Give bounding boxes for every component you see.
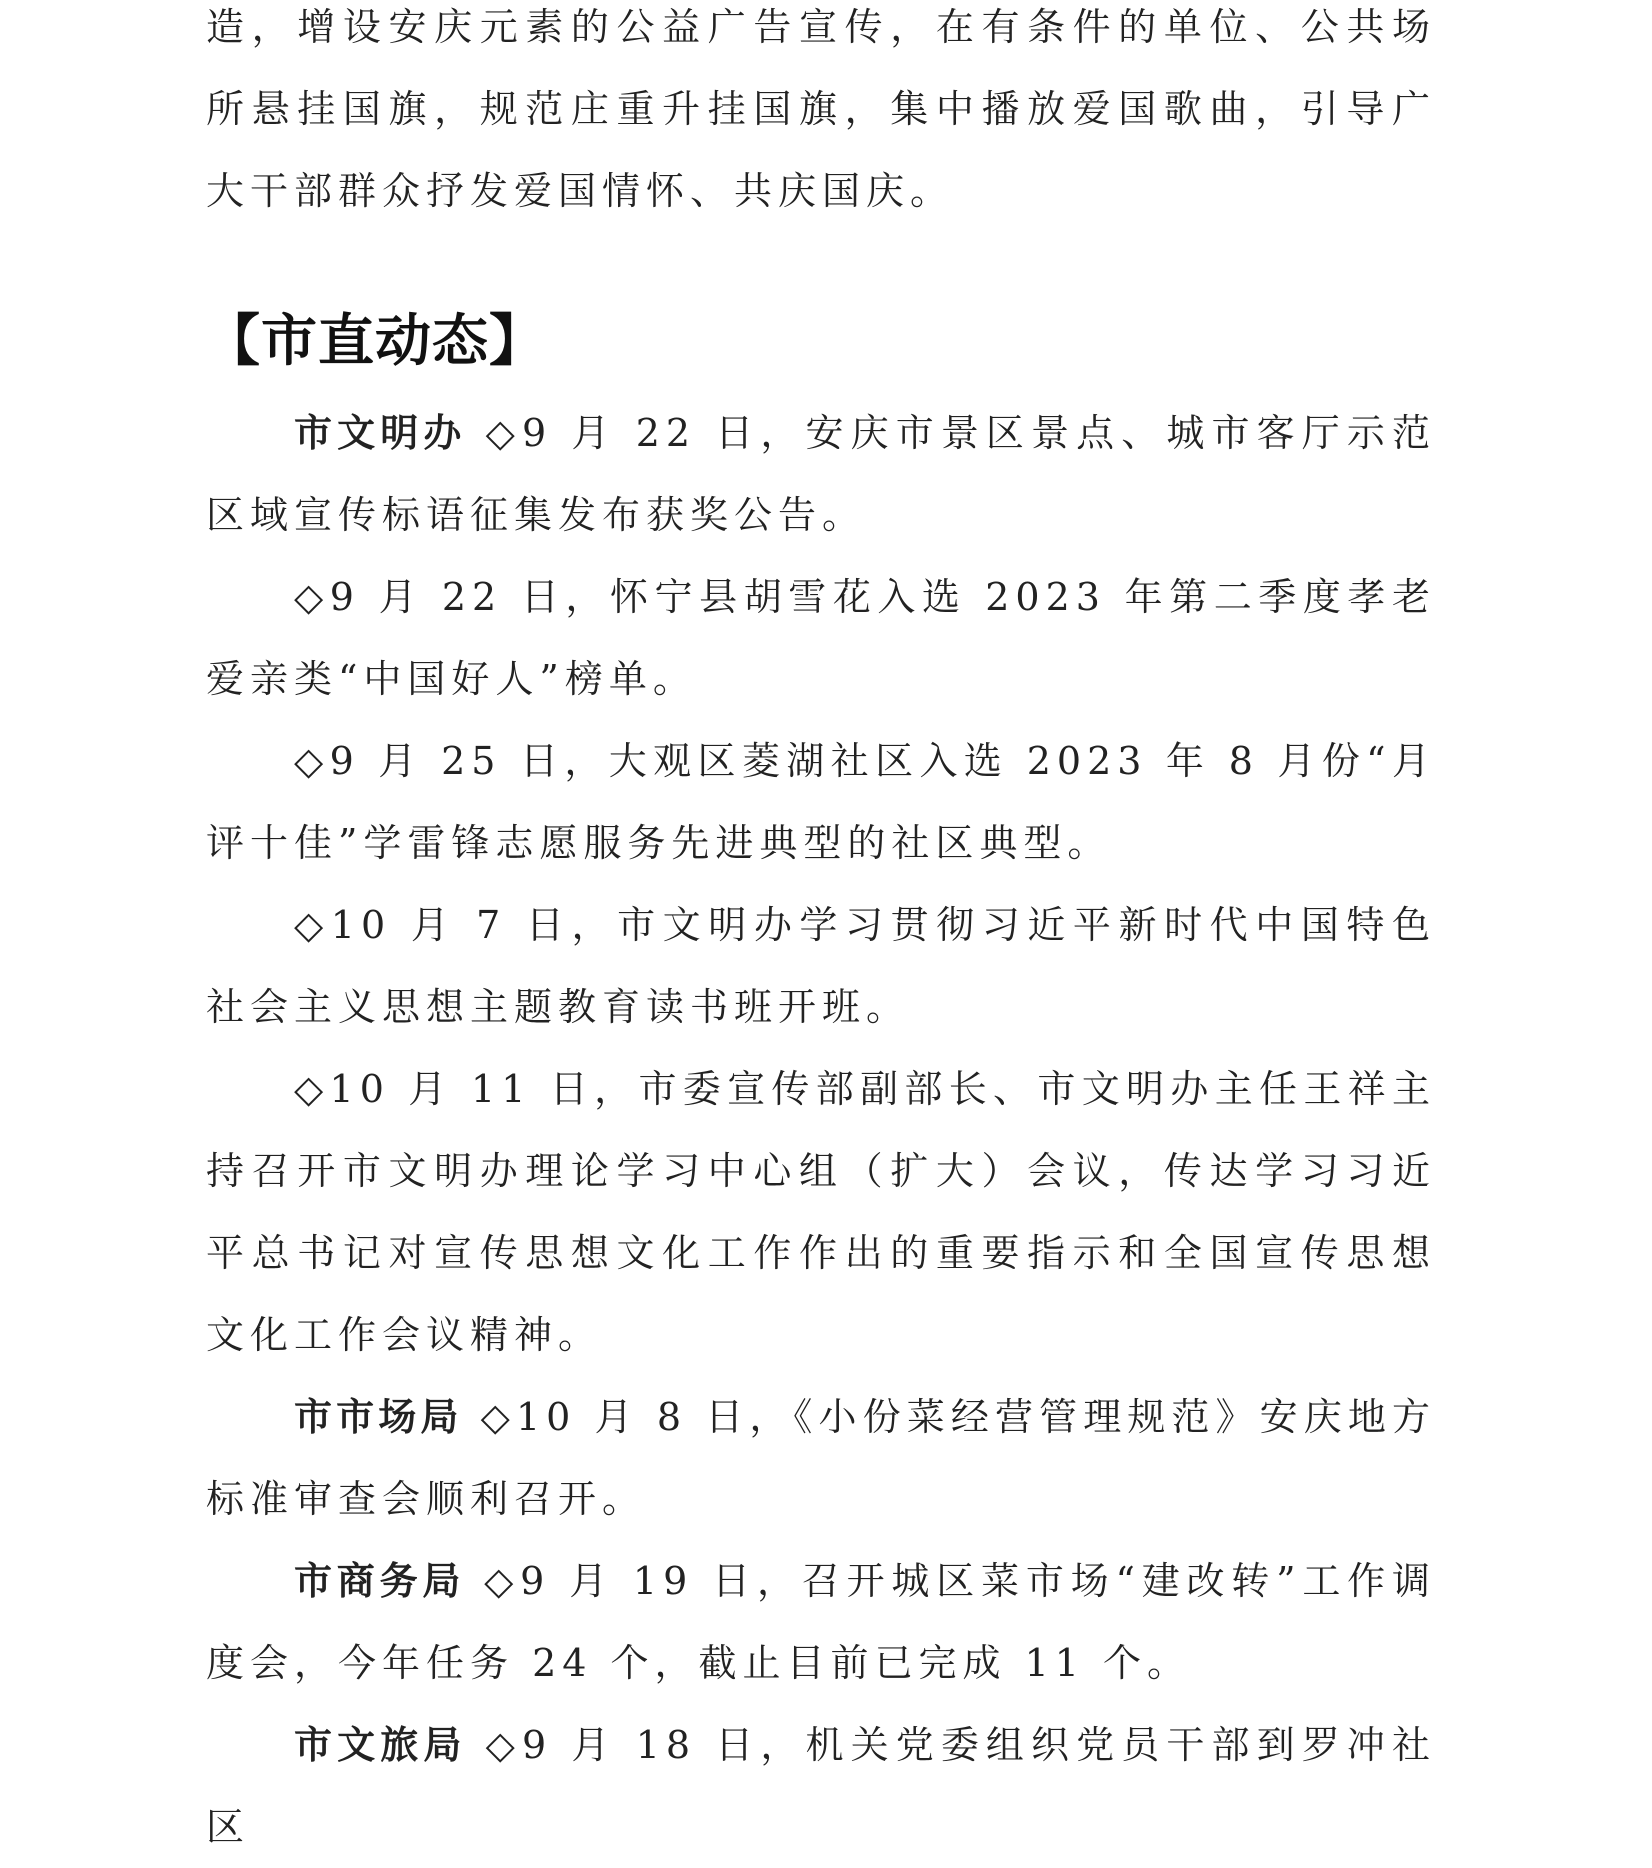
entry-text: ◇10 月 8 日，《小份菜经营管理规范》安庆地方标准审查会顺利召开。 xyxy=(206,1395,1436,1521)
document-page xyxy=(206,0,1436,1868)
entry-text: ◇9 月 18 日，机关党委组织党员干部到罗冲社区 xyxy=(206,1723,1436,1849)
news-entry xyxy=(206,1048,1436,1376)
news-entry xyxy=(206,392,1436,556)
entry-text: ◇9 月 25 日，大观区菱湖社区入选 2023 年 8 月份“月评十佳”学雷锋志愿服务先进典型的社区典型。 xyxy=(206,739,1436,865)
news-entry xyxy=(206,1540,1436,1704)
department-name: 市文旅局 xyxy=(294,1723,467,1767)
department-name: 市文明办 xyxy=(294,411,467,455)
entry-text: ◇10 月 11 日，市委宣传部副部长、市文明办主任王祥主持召开市文明办理论学习中心组（扩大）会议，传达学习习近平总书记对宣传思想文化工作作出的重要指示和全国宣传思想文化工作会议精神。 xyxy=(206,1067,1436,1357)
entry-text: ◇9 月 19 日，召开城区菜市场“建改转”工作调度会，今年任务 24 个，截止目前已完成 11 个。 xyxy=(206,1559,1436,1685)
news-entry xyxy=(206,884,1436,1048)
news-entry xyxy=(206,1376,1436,1540)
intro-paragraph xyxy=(206,0,1436,232)
entry-text: ◇9 月 22 日，怀宁县胡雪花入选 2023 年第二季度孝老爱亲类“中国好人”榜单。 xyxy=(206,575,1436,701)
news-entry xyxy=(206,720,1436,884)
news-entry xyxy=(206,1704,1436,1868)
news-entry xyxy=(206,556,1436,720)
department-name: 市市场局 xyxy=(294,1395,463,1439)
entry-text: ◇10 月 7 日，市文明办学习贯彻习近平新时代中国特色社会主义思想主题教育读书班开班。 xyxy=(206,903,1436,1029)
entry-text: ◇9 月 22 日，安庆市景区景点、城市客厅示范区域宣传标语征集发布获奖公告。 xyxy=(206,411,1436,537)
department-name: 市商务局 xyxy=(294,1559,466,1603)
section-title: 【市直动态】 xyxy=(204,309,546,374)
intro-text: 造，增设安庆元素的公益广告宣传，在有条件的单位、公共场所悬挂国旗，规范庄重升挂国旗，集中播放爱国歌曲，引导广大干部群众抒发爱国情怀、共庆国庆。 xyxy=(206,5,1436,213)
